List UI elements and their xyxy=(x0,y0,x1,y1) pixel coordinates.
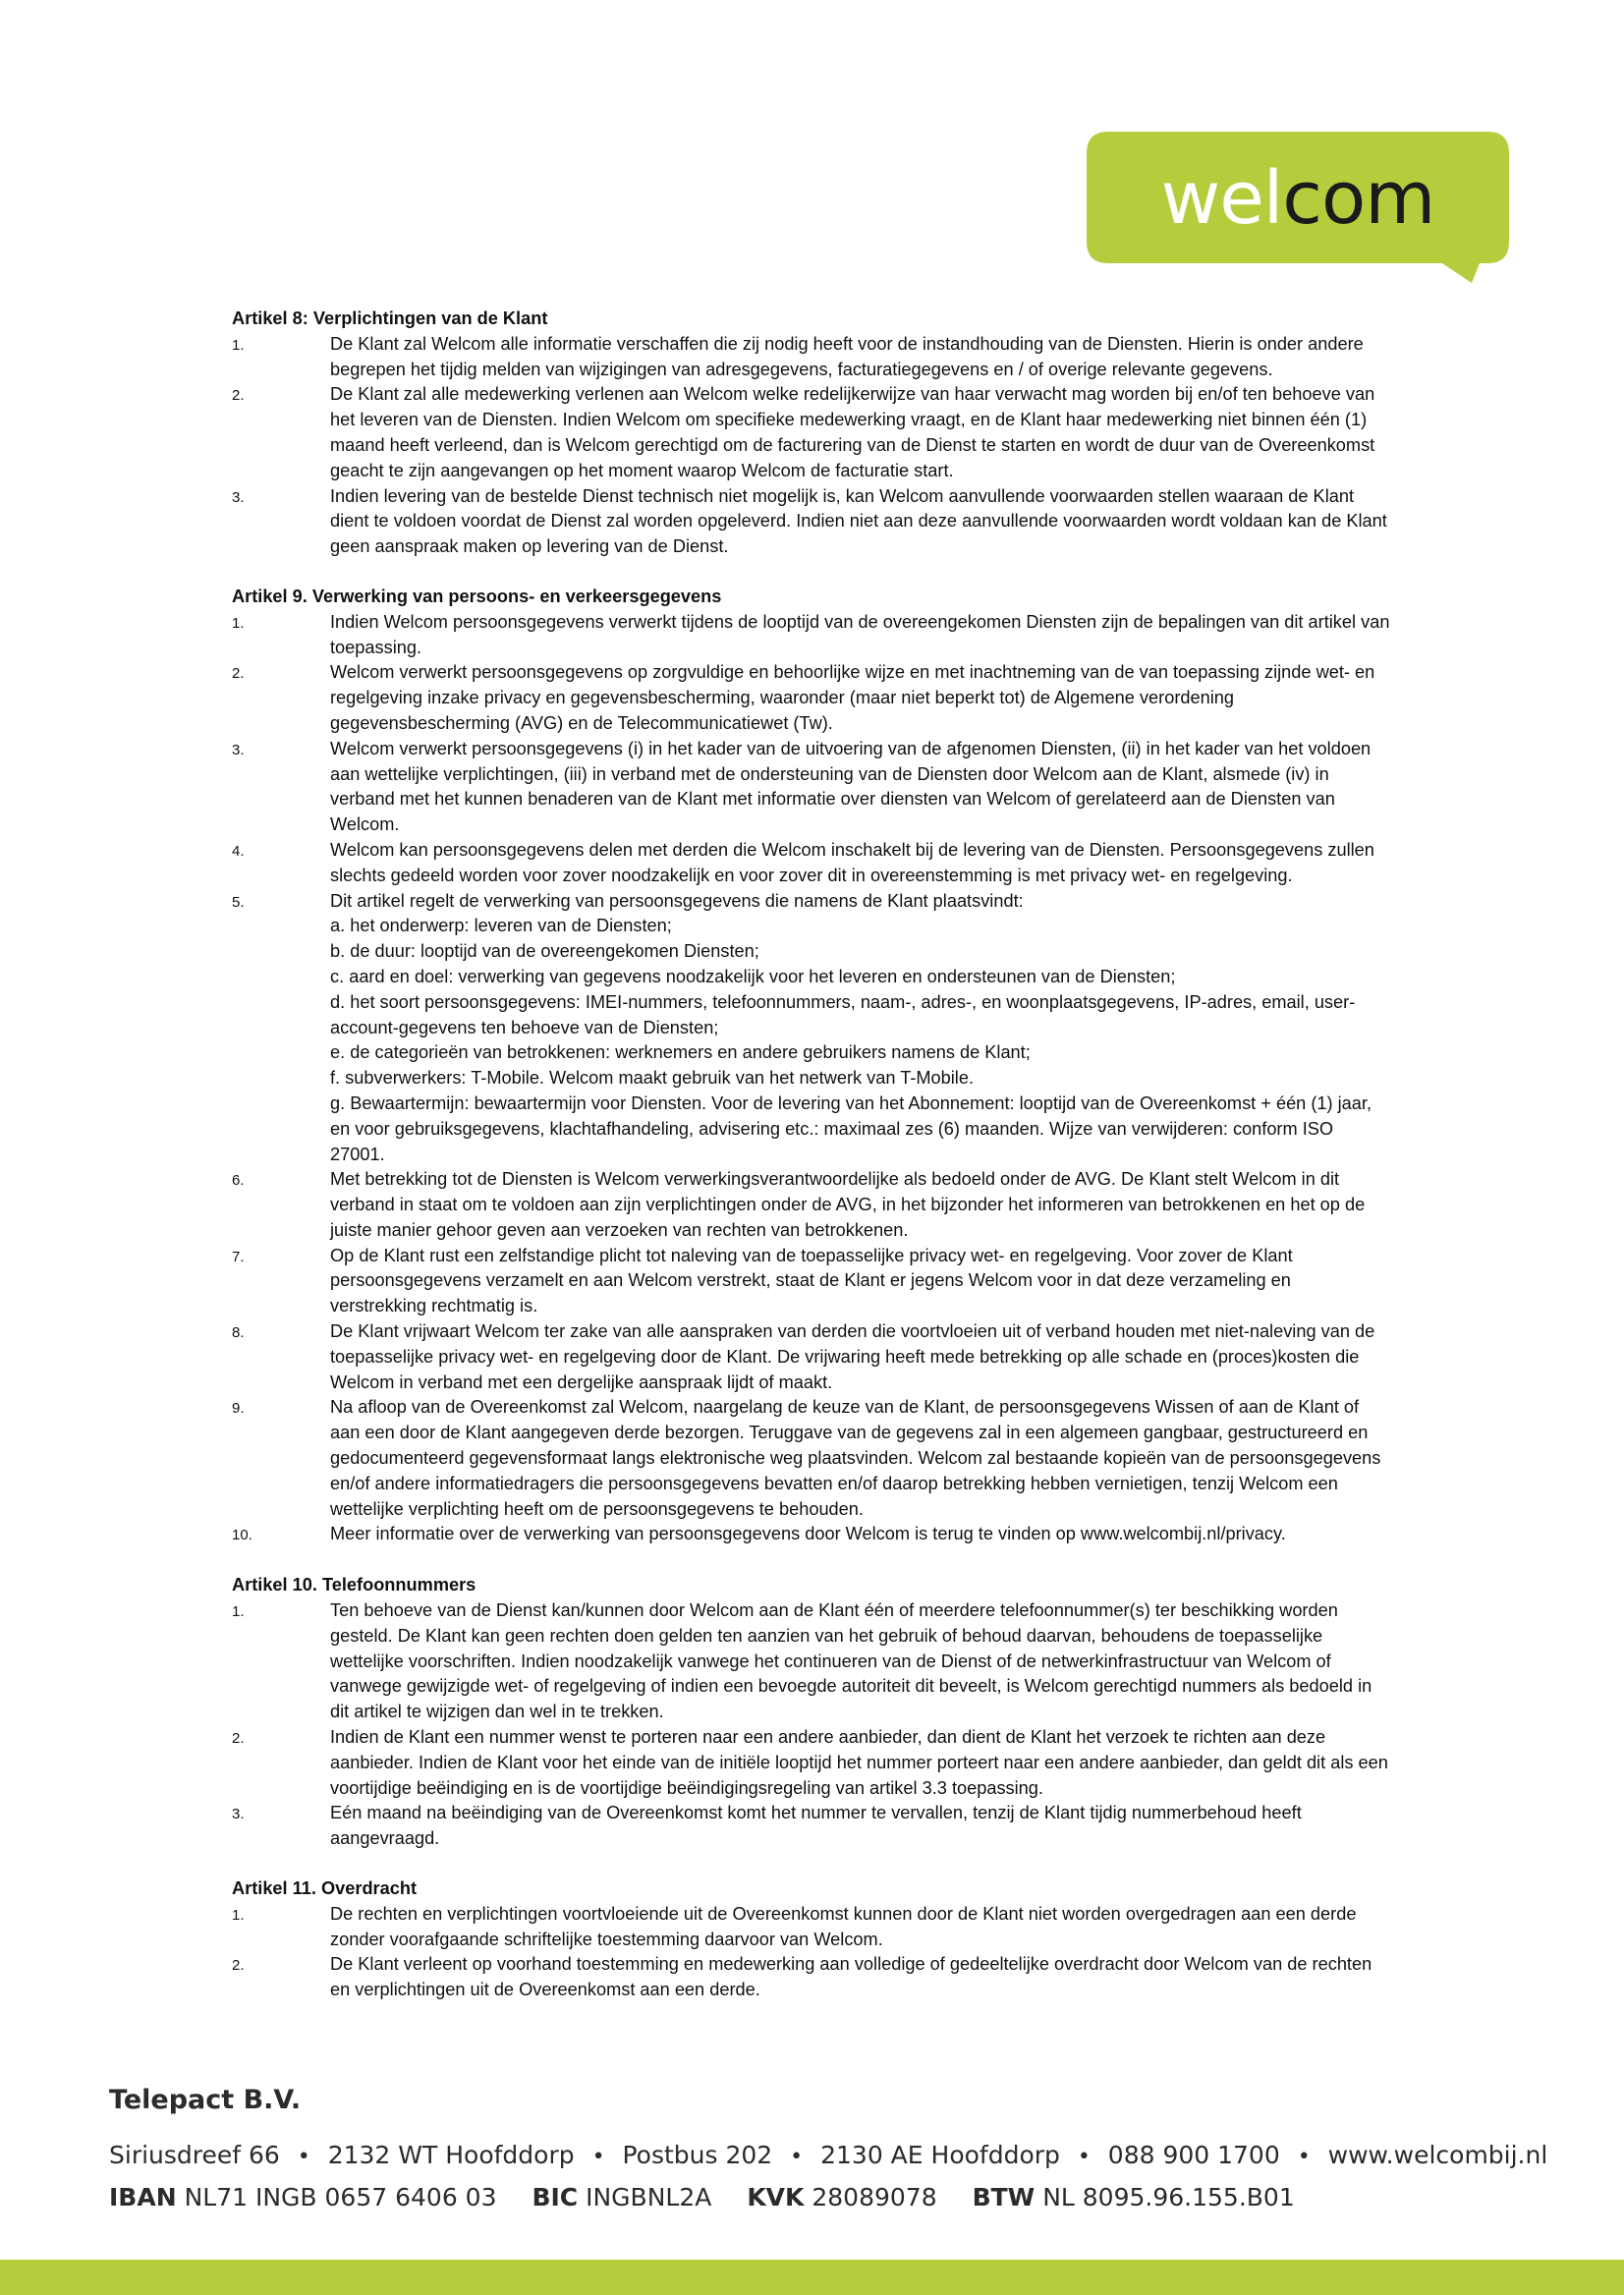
item-number: 2. xyxy=(232,387,245,405)
item-number: 8. xyxy=(232,1324,245,1342)
item-number-cell xyxy=(232,484,330,560)
svg-text:welcom xyxy=(1161,156,1435,241)
item-text: De Klant zal Welcom alle informatie verschaffen die zij nodig heeft voor de instandhouding van de Diensten. Hierin is onder andere begrepen het tijdig melden van wijzigingen van adresgegevens, facturatiegegevens en / of overige relevante gegevens. xyxy=(330,333,1364,379)
article-item xyxy=(232,1395,1391,1522)
item-text: De Klant vrijwaart Welcom ter zake van alle aanspraken van derden die voortvloeien uit of verband houden met niet-naleving van de toepasselijke privacy wet- en regelgeving door de Klant. De vrijwaring heeft mede betrekking op alle schade en (proces)kosten die Welcom in verband met een dergelijke aanspraak lijdt of maakt. xyxy=(330,1321,1375,1392)
item-text-block xyxy=(330,1725,1391,1801)
separator-dot: • xyxy=(790,2145,804,2169)
address-street: Siriusdreef 66 xyxy=(109,2141,280,2169)
item-subpoint: b. de duur: looptijd van de overeengekomen Diensten; xyxy=(330,941,759,962)
item-text: Indien levering van de bestelde Dienst technisch niet mogelijk is, kan Welcom aanvullende voorwaarden stellen waaraan de Klant dient te voldoen voordat de Dienst zal worden opgeleverd. Indien niet aan deze aanvullende voorwaarden wordt voldaan kan de Klant geen aanspraak maken op levering van de Dienst. xyxy=(330,485,1387,557)
article-title: Artikel 8: Verplichtingen van de Klant xyxy=(232,308,548,328)
item-number-cell xyxy=(232,1167,330,1243)
item-text: Op de Klant rust een zelfstandige plicht tot naleving van de toepasselijke privacy wet- en regelgeving. Voor zover de Klant persoonsgegevens verzamelt en aan Welcom verstrekt, staat de Klant er jegens Welcom voor in dat deze verzameling en verstrekking rechtmatig is. xyxy=(330,1245,1293,1316)
item-number: 1. xyxy=(232,614,245,632)
article-item xyxy=(232,382,1391,483)
article-section xyxy=(232,585,1391,1548)
article-title: Artikel 10. Telefoonnummers xyxy=(232,1575,476,1595)
item-text-block xyxy=(330,1952,1391,2003)
article-item xyxy=(232,610,1391,661)
item-text: Welcom kan persoonsgegevens delen met derden die Welcom inschakelt bij de levering van de Diensten. Persoonsgegevens zullen slechts gedeeld worden voor zover noodzakelijk en voor zover dit in overeenstemming is met privacy wet- en regelgeving. xyxy=(330,839,1374,885)
item-text: De Klant zal alle medewerking verlenen aan Welcom welke redelijkerwijze van haar verwacht mag worden bij en/of ten behoeve van het leveren van de Diensten. Indien Welcom om specifieke medewerking vraagt, en de Klant haar medewerking niet binnen één (1) maand heeft verleend, dan is Welcom gerechtigd om de facturering van de Dienst te starten en wordt de duur van de Overeenkomst geacht te zijn aangevangen op het moment waarop Welcom de facturatie start. xyxy=(330,384,1375,480)
article-item xyxy=(232,889,1391,1168)
item-number: 2. xyxy=(232,1957,245,1975)
reg-bic: BIC INGBNL2A xyxy=(532,2183,712,2211)
item-number-cell xyxy=(232,1244,330,1319)
article-items xyxy=(232,1902,1391,2003)
website-link[interactable]: www.welcombij.nl xyxy=(1327,2141,1548,2169)
item-subpoint: a. het onderwerp: leveren van de Diensten; xyxy=(330,916,672,936)
article-items xyxy=(232,1598,1391,1852)
item-number-cell xyxy=(232,382,330,483)
item-number: 5. xyxy=(232,893,245,911)
logo-text-com: com xyxy=(1282,156,1435,241)
item-number: 10. xyxy=(232,1527,252,1544)
item-text: Meer informatie over de verwerking van persoonsgegevens door Welcom is terug te vinden op www.welcombij.nl/privacy. xyxy=(330,1524,1286,1544)
item-number-cell xyxy=(232,1598,330,1725)
reg-iban: IBAN NL71 INGB 0657 6406 03 xyxy=(109,2183,497,2211)
item-text: Dit artikel regelt de verwerking van persoonsgegevens die namens de Klant plaatsvindt: xyxy=(330,890,1024,911)
article-item xyxy=(232,1244,1391,1319)
address-postbus-postcode: 2130 AE Hoofddorp xyxy=(820,2141,1060,2169)
article-items xyxy=(232,332,1391,560)
item-text-block xyxy=(330,737,1391,838)
item-number: 3. xyxy=(232,1806,245,1823)
item-text-block xyxy=(330,1244,1391,1319)
separator-dot: • xyxy=(1077,2145,1091,2169)
bottom-accent-bar xyxy=(0,2260,1624,2295)
item-text: Eén maand na beëindiging van de Overeenkomst komt het nummer te vervallen, tenzij de Klant tijdig nummerbehoud heeft aangevraagd. xyxy=(330,1803,1302,1849)
item-number-cell xyxy=(232,1952,330,2003)
article-section xyxy=(232,1876,1391,2003)
article-title: Artikel 11. Overdracht xyxy=(232,1878,418,1899)
item-text-block xyxy=(330,1801,1391,1852)
address-postbus: Postbus 202 xyxy=(622,2141,773,2169)
item-number-cell xyxy=(232,332,330,383)
item-text-block xyxy=(330,660,1391,736)
item-number-cell xyxy=(232,889,330,1168)
item-subpoint: c. aard en doel: verwerking van gegevens noodzakelijk voor het leveren en ondersteunen van de Diensten; xyxy=(330,966,1176,986)
item-number-cell xyxy=(232,610,330,661)
article-item xyxy=(232,484,1391,560)
separator-dot: • xyxy=(591,2145,605,2169)
reg-btw: BTW NL 8095.96.155.B01 xyxy=(972,2183,1295,2211)
article-item xyxy=(232,1598,1391,1725)
footer xyxy=(109,2085,1548,2211)
registration-line xyxy=(109,2183,1524,2211)
article-section xyxy=(232,1573,1391,1852)
article-section xyxy=(232,307,1391,560)
item-number: 3. xyxy=(232,741,245,758)
item-number-cell xyxy=(232,1801,330,1852)
item-text: Ten behoeve van de Dienst kan/kunnen door Welcom aan de Klant één of meerdere telefoonnummer(s) ter beschikking worden gesteld. De Klant kan geen rechten doen gelden ten aanzien van het gebruik of behoud daarvan, behoudens de toepasselijke wettelijke voorschriften. Indien noodzakelijk vanwege het continueren van de Dienst of de netwerkinfrastructuur van Welcom of vanwege gewijzigde wet- of regelgeving of indien een bevoegde autoriteit dit beveelt, is Welcom gerechtigd nummers als bedoeld in dit artikel te wijzigen dan wel in te trekken. xyxy=(330,1600,1372,1722)
logo-text-wel: wel xyxy=(1160,156,1283,241)
item-text-block xyxy=(330,484,1391,560)
item-text-block xyxy=(330,1902,1391,1953)
article-item xyxy=(232,737,1391,838)
item-number: 1. xyxy=(232,336,245,354)
reg-kvk: KVK 28089078 xyxy=(747,2183,937,2211)
item-number: 7. xyxy=(232,1248,245,1265)
item-text-block xyxy=(330,1319,1391,1395)
item-subpoint: f. subverwerkers: T-Mobile. Welcom maakt gebruik van het netwerk van T-Mobile. xyxy=(330,1068,975,1089)
item-number: 1. xyxy=(232,1906,245,1924)
article-item xyxy=(232,1902,1391,1953)
item-text-block xyxy=(330,1167,1391,1243)
item-subpoint: d. het soort persoonsgegevens: IMEI-nummers, telefoonnummers, naam-, adres-, en woonplaatsgegevens, IP-adres, email, user-account-gegevens ten behoeve van de Diensten; xyxy=(330,991,1356,1037)
item-number: 4. xyxy=(232,842,245,860)
item-text-block xyxy=(330,610,1391,661)
phone-number: 088 900 1700 xyxy=(1107,2141,1280,2169)
article-title: Artikel 9. Verwerking van persoons- en verkeersgegevens xyxy=(232,586,722,606)
item-text-block xyxy=(330,1395,1391,1522)
address-postcode: 2132 WT Hoofddorp xyxy=(327,2141,575,2169)
item-text: Welcom verwerkt persoonsgegevens (i) in het kader van de uitvoering van de afgenomen Diensten, (ii) in het kader van het voldoen aan wettelijke verplichtingen, (iii) in verband met de ondersteuning van de Diensten door Welcom aan de Klant, alsmede (iv) in verband met het kunnen benaderen van de Klant met informatie over diensten van Welcom of gerelateerd aan de Diensten van Welcom. xyxy=(330,738,1372,835)
item-subpoint: g. Bewaartermijn: bewaartermijn voor Diensten. Voor de levering van het Abonnement: looptijd van de Overeenkomst + één (1) jaar, en voor gebruiksgegevens, klachtafhandeling, advisering etc.: maximaal zes (6) maanden. Wijze van verwijderen: conform ISO 27001. xyxy=(330,1092,1372,1164)
item-number-cell xyxy=(232,1725,330,1801)
item-text: De rechten en verplichtingen voortvloeiende uit de Overeenkomst kunnen door de Klant niet worden overgedragen aan een derde zonder voorafgaande schriftelijke toestemming daarvoor van Welcom. xyxy=(330,1903,1357,1949)
item-number-cell xyxy=(232,1319,330,1395)
article-item xyxy=(232,1725,1391,1801)
item-subpoint: e. de categorieën van betrokkenen: werknemers en andere gebruikers namens de Klant; xyxy=(330,1042,1031,1063)
article-item xyxy=(232,838,1391,889)
separator-dot: • xyxy=(1297,2145,1311,2169)
item-number-cell xyxy=(232,660,330,736)
article-item xyxy=(232,332,1391,383)
item-number-cell xyxy=(232,1902,330,1953)
item-number: 1. xyxy=(232,1603,245,1621)
item-number-cell xyxy=(232,1522,330,1548)
item-number-cell xyxy=(232,838,330,889)
item-text-block xyxy=(330,1522,1391,1548)
item-number-cell xyxy=(232,737,330,838)
item-text-block xyxy=(330,889,1391,1168)
article-item xyxy=(232,1952,1391,2003)
article-item xyxy=(232,1522,1391,1548)
article-item xyxy=(232,1801,1391,1852)
item-text: Welcom verwerkt persoonsgegevens op zorgvuldige en behoorlijke wijze en met inachtneming van de van toepassing zijnde wet- en regelgeving inzake privacy en gegevensbescherming, waaronder (maar niet beperkt tot) de Algemene verordening gegevensbescherming (AVG) en de Telecommunicatiewet (Tw). xyxy=(330,662,1375,733)
item-text: Indien Welcom persoonsgegevens verwerkt tijdens de looptijd van de overeengekomen Diensten zijn de bepalingen van dit artikel van toepassing. xyxy=(330,611,1390,657)
article-item xyxy=(232,1167,1391,1243)
company-name: Telepact B.V. xyxy=(109,2085,302,2115)
item-number: 3. xyxy=(232,488,245,506)
item-text-block xyxy=(330,382,1391,483)
address-line xyxy=(109,2141,1548,2169)
item-text-block xyxy=(330,332,1391,383)
article-items xyxy=(232,610,1391,1548)
item-number: 2. xyxy=(232,665,245,683)
item-text: Indien de Klant een nummer wenst te porteren naar een andere aanbieder, dan dient de Klant het verzoek te richten aan deze aanbieder. Indien de Klant voor het einde van de initiële looptijd het nummer porteert naar een andere aanbieder, dan geldt dit als een voortijdige beëindiging en is de voortijdige beëindigingsregeling van artikel 3.3 toepassing. xyxy=(330,1727,1388,1798)
document-body xyxy=(232,307,1391,2028)
article-item xyxy=(232,1319,1391,1395)
item-text: Met betrekking tot de Diensten is Welcom verwerkingsverantwoordelijke als bedoeld onder de AVG. De Klant stelt Welcom in dit verband in staat om te voldoen aan zijn verplichtingen onder de AVG, in het bijzonder het informeren van betrokkenen en het op de juiste manier gehoor geven aan verzoeken van rechten van betrokkenen. xyxy=(330,1169,1366,1240)
item-text-block xyxy=(330,838,1391,889)
item-text: Na afloop van de Overeenkomst zal Welcom, naargelang de keuze van de Klant, de persoonsgegevens Wissen of aan de Klant of aan een door de Klant aangegeven derde bezorgen. Teruggave van de gegevens zal in een algemeen gangbaar, gestructureerd en gedocumenteerd gegevensformaat langs elektronische weg plaatsvinden. Welcom zal bestaande kopieën van de persoonsgegevens en/of andere informatiedragers die persoonsgegevens bevatten en/of daarop betrekking hebben vernietigen, tenzij Welcom een wettelijke verplichting heeft om de persoonsgegevens te behouden. xyxy=(330,1397,1381,1519)
item-number: 9. xyxy=(232,1400,245,1418)
welcom-logo xyxy=(1087,132,1509,285)
item-text: De Klant verleent op voorhand toestemming en medewerking aan volledige of gedeeltelijke overdracht door Welcom van de rechten en verplichtingen uit de Overeenkomst aan een derde. xyxy=(330,1954,1372,2000)
item-text-block xyxy=(330,1598,1391,1725)
item-number: 2. xyxy=(232,1730,245,1748)
item-number: 6. xyxy=(232,1172,245,1190)
article-item xyxy=(232,660,1391,736)
item-number-cell xyxy=(232,1395,330,1522)
separator-dot: • xyxy=(297,2145,310,2169)
